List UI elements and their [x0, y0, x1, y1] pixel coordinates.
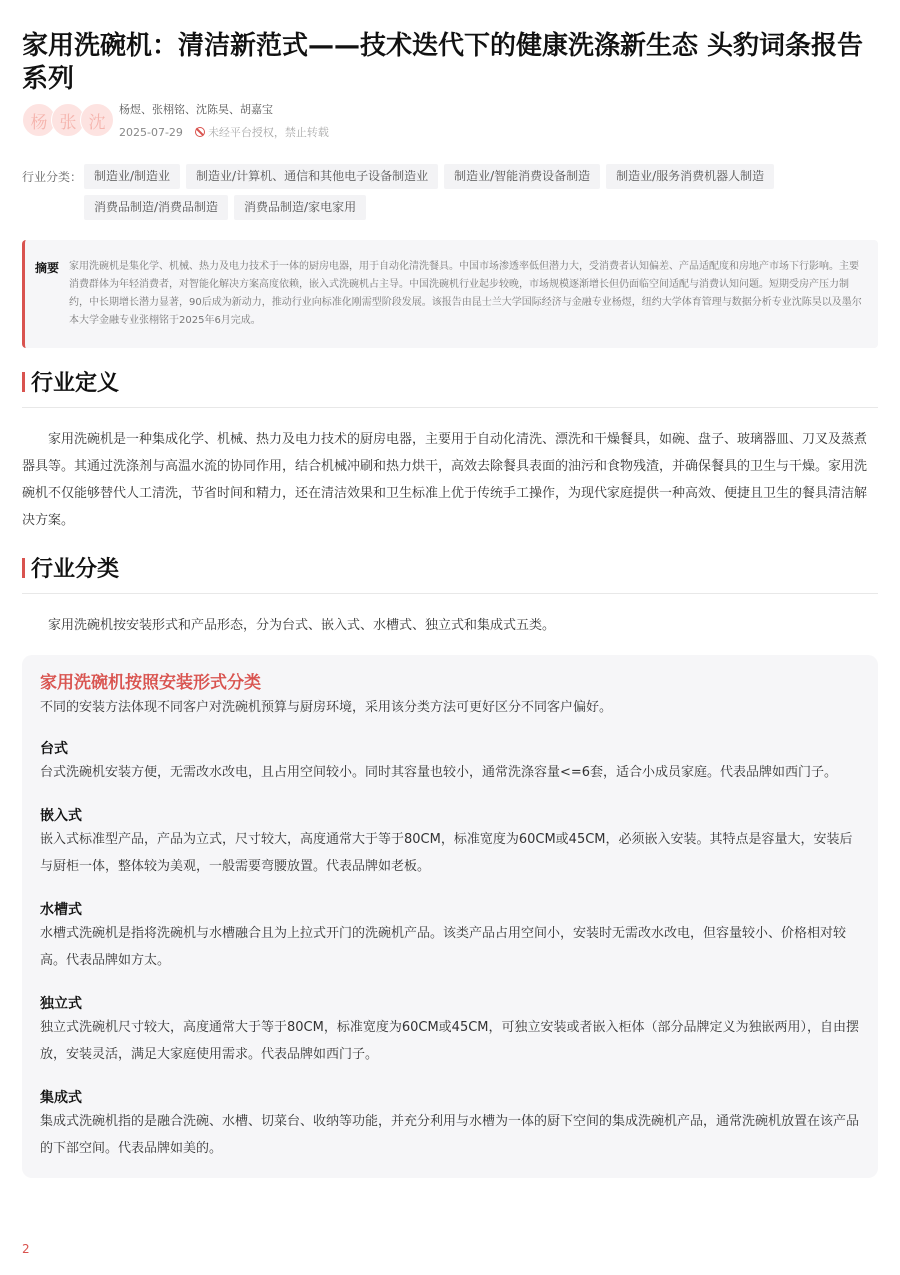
tag[interactable]: 制造业/服务消费机器人制造 — [606, 164, 774, 189]
category-text: 集成式洗碗机指的是融合洗碗、水槽、切菜台、收纳等功能，并充分利用与水槽为一体的厨下空间的集成洗碗机产品，通常洗碗机放置在该产品的下部空间。代表品牌如美的。 — [40, 1114, 860, 1156]
abstract-label: 摘要 — [35, 261, 60, 275]
category-item — [40, 994, 860, 1068]
category-text: 嵌入式标准型产品，产品为立式，尺寸较大，高度通常大于等于80CM，标准宽度为60CM或45CM，必须嵌入安装。其特点是容量大，安装后与厨柜一体，整体较为美观，一般需要弯腰放置。代表品牌如老板。 — [40, 832, 853, 874]
classification-card — [22, 655, 878, 1178]
copyright-notice: 未经平台授权，禁止转载 — [207, 126, 329, 139]
tag[interactable]: 制造业/计算机、通信和其他电子设备制造业 — [186, 164, 438, 189]
ban-icon — [195, 127, 205, 137]
category-title: 独立式 — [40, 996, 82, 1012]
avatar[interactable]: 张 — [51, 103, 85, 137]
authors[interactable]: 杨煜、张栩铭、沈陈昊、胡嘉宝 — [119, 103, 273, 116]
category-text: 独立式洗碗机尺寸较大，高度通常大于等于80CM，标准宽度为60CM或45CM，可独立安装或者嵌入柜体（部分品牌定义为独嵌两用），自由摆放，安装灵活，满足大家庭使用需求。代表品牌如西门子。 — [40, 1020, 860, 1062]
tags-label: 行业分类： — [22, 170, 83, 184]
section-accent-bar — [22, 558, 25, 578]
category-item — [40, 900, 860, 974]
tag-list — [84, 164, 878, 226]
tag[interactable]: 制造业/制造业 — [84, 164, 180, 189]
category-item — [40, 806, 860, 880]
category-title: 集成式 — [40, 1090, 82, 1106]
author-avatars — [22, 103, 109, 137]
avatar[interactable]: 沈 — [80, 103, 114, 137]
section-heading-definition — [22, 366, 878, 408]
section-title: 行业定义 — [31, 371, 120, 396]
tag[interactable]: 消费品制造/消费品制造 — [84, 195, 228, 220]
section-heading-classification — [22, 552, 878, 594]
author-meta — [22, 102, 878, 148]
report-title: 家用洗碗机：清洁新范式——技术迭代下的健康洗涤新生态 头豹词条报告系列 — [22, 31, 864, 94]
tag[interactable]: 制造业/智能消费设备制造 — [444, 164, 600, 189]
section-accent-bar — [22, 372, 25, 392]
category-title: 嵌入式 — [40, 808, 82, 824]
classification-paragraph: 家用洗碗机按安装形式和产品形态，分为台式、嵌入式、水槽式、独立式和集成式五类。 — [48, 618, 556, 633]
category-text: 水槽式洗碗机是指将洗碗机与水槽融合且为上拉式开门的洗碗机产品。该类产品占用空间小，安装时无需改水改电，但容量较小、价格相对较高。代表品牌如方太。 — [40, 926, 847, 968]
industry-tags — [22, 164, 878, 226]
category-item — [40, 1088, 860, 1162]
date-row — [119, 124, 329, 140]
category-item — [40, 739, 860, 786]
definition-paragraph: 家用洗碗机是一种集成化学、机械、热力及电力技术的厨房电器，主要用于自动化清洗、漂洗和干燥餐具，如碗、盘子、玻璃器皿、刀叉及蒸煮器具等。其通过洗涤剂与高温水流的协同作用，结合机械冲刷和热力烘干，高效去除餐具表面的油污和食物残渣，并确保餐具的卫生与干燥。家用洗碗机不仅能够替代人工清洗，节省时间和精力，还在清洁效果和卫生标准上优于传统手工操作，为现代家庭提供一种高效、便捷且卫生的餐具清洁解决方案。 — [22, 432, 868, 528]
abstract-text: 家用洗碗机是集化学、机械、热力及电力技术于一体的厨房电器，用于自动化清洗餐具。中国市场渗透率低但潜力大，受消费者认知偏差、产品适配度和房地产市场下行影响。主要消费群体为年轻消费者，对智能化解决方案高度依赖，嵌入式洗碗机占主导。中国洗碗机行业起步较晚，市场规模逐渐增长但仍面临空间适配与消费认知问题。短期受房产压力制约，中长期增长潜力显著，90后成为新动力，推动行业向标准化刚需型阶段发展。该报告由昆士兰大学国际经济与金融专业杨煜，纽约大学体育管理与数据分析专业沈陈昊以及墨尔本大学金融专业张栩铭于2025年6月完成。 — [69, 261, 862, 326]
category-text: 台式洗碗机安装方便，无需改水改电，且占用空间较小。同时其容量也较小，通常洗涤容量<=6套，适合小成员家庭。代表品牌如西门子。 — [40, 765, 838, 780]
tag[interactable]: 消费品制造/家电家用 — [234, 195, 366, 220]
category-title: 台式 — [40, 741, 68, 757]
category-title: 水槽式 — [40, 902, 82, 918]
card-title: 家用洗碗机按照安装形式分类 — [40, 673, 261, 693]
card-intro: 不同的安装方法体现不同客户对洗碗机预算与厨房环境，采用该分类方法可更好区分不同客户偏好。 — [40, 700, 613, 715]
page-number: 2 — [22, 1242, 30, 1256]
section-title: 行业分类 — [31, 557, 120, 582]
avatar[interactable]: 杨 — [22, 103, 56, 137]
abstract-box — [22, 240, 878, 348]
publish-date: 2025-07-29 — [119, 125, 183, 139]
meta-text — [119, 102, 329, 140]
